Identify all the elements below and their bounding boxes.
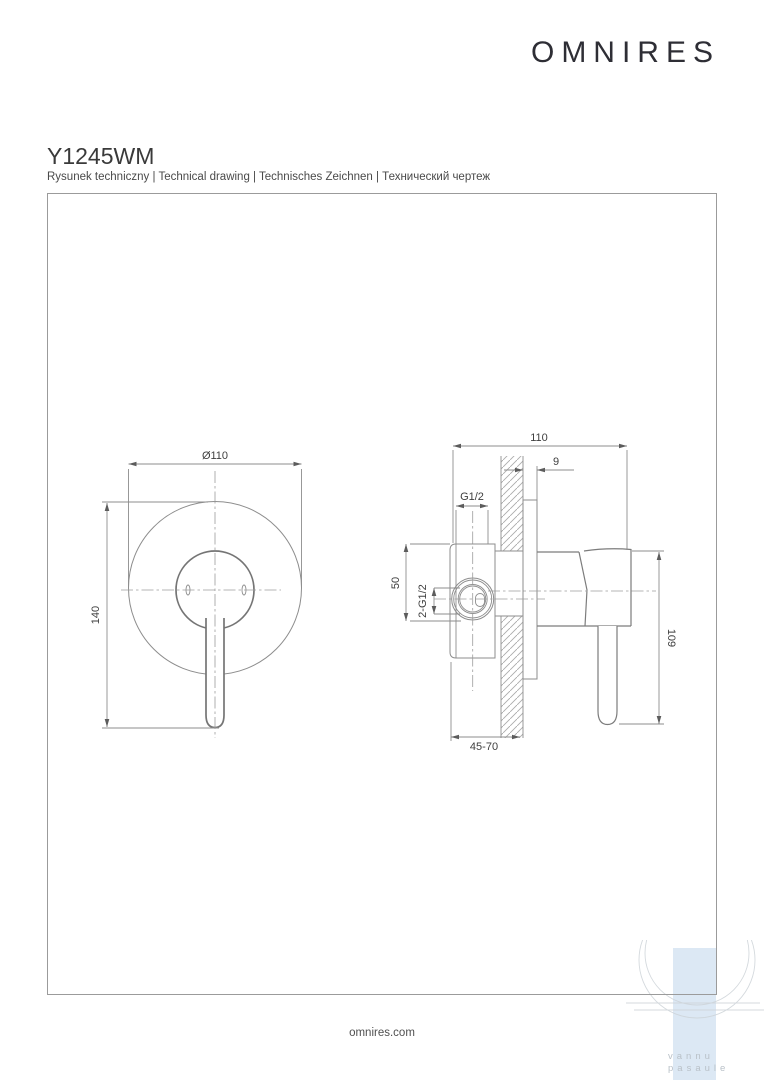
dim-wall-depth-range: 45-70: [469, 741, 499, 753]
dim-inlet-thread: 2-G1/2: [417, 584, 429, 618]
watermark-text: [668, 1051, 729, 1075]
dim-front-diameter: Ø110: [201, 450, 229, 462]
dim-port-height: 50: [390, 576, 402, 590]
omnires-logo: OMNIRES: [530, 36, 720, 69]
watermark-line1: vannu: [668, 1051, 714, 1062]
side-lever: [598, 626, 617, 725]
technical-drawing: [48, 194, 716, 994]
product-code: Y1245WM: [47, 143, 155, 169]
drawing-caption: Rysunek techniczny | Technical drawing | Technisches Zeichnen | Технический чертеж: [47, 171, 491, 183]
dim-front-height: 140: [90, 605, 102, 625]
dim-plate-offset: 9: [552, 456, 560, 468]
watermark-line2: pasaule: [668, 1063, 730, 1074]
side-view: [390, 432, 677, 753]
dim-total-depth: 110: [530, 432, 548, 444]
front-view: [90, 450, 302, 738]
website-footer: omnires.com: [349, 1027, 415, 1039]
handle-cap: [537, 549, 631, 626]
drawing-frame: [47, 193, 717, 995]
dim-outlet-thread: G1/2: [460, 491, 484, 503]
dim-front-height-side: 109: [665, 628, 677, 648]
plate-section: [523, 500, 537, 679]
wall-hatch-lower: [501, 616, 523, 738]
